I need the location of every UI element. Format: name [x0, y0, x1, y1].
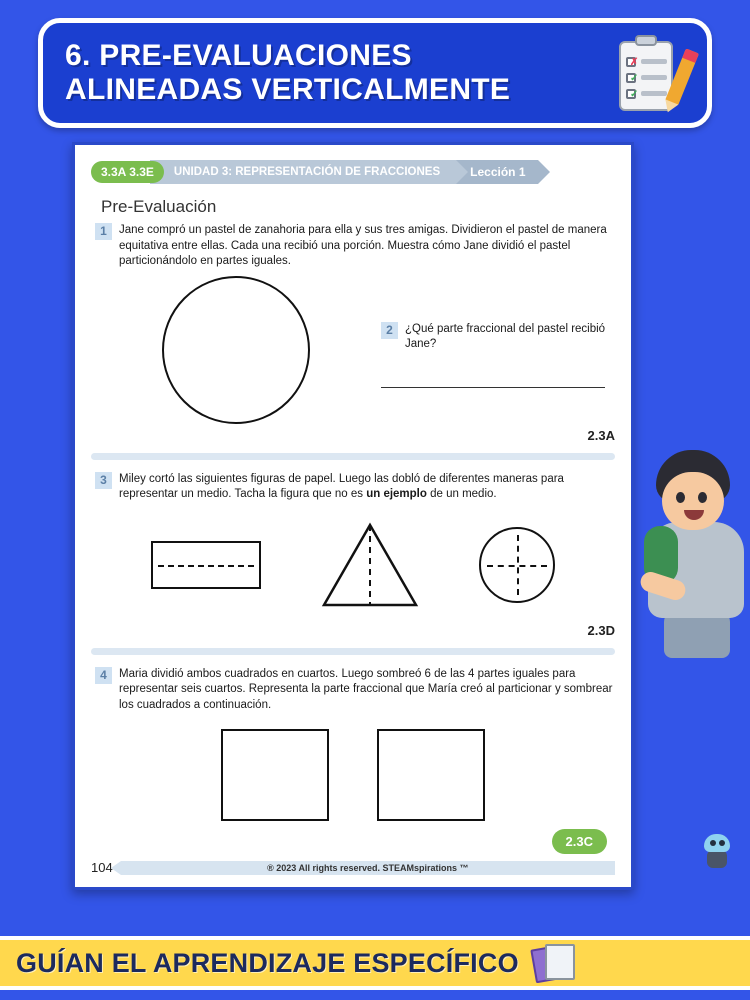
teks-label-3: 2.3C [552, 829, 607, 854]
top-banner-title-line1: 6. PRE-EVALUACIONES [65, 39, 412, 73]
teks-label-2: 2.3D [587, 622, 615, 638]
section-divider [91, 648, 615, 655]
question-text [119, 472, 615, 503]
square-shape-left [221, 729, 329, 821]
question-1 [95, 223, 615, 270]
top-banner-title [65, 39, 609, 106]
copyright-text: ® 2023 All rights reserved. STEAMspirations ™ [267, 862, 469, 873]
question-text-before: Miley cortó las siguientes figuras de papel. Luego las dobló de diferentes maneras para representar un medio. Tacha la figura que no es [119, 472, 564, 501]
question-number: 3 [95, 472, 112, 489]
footer-ribbon [121, 861, 615, 875]
page-footer [91, 860, 615, 875]
question-number: 4 [95, 667, 112, 684]
section-divider [91, 453, 615, 460]
breadcrumb [91, 159, 615, 185]
circle-quarters-shape [479, 527, 555, 603]
top-banner-title-line2: ALINEADAS VERTICALMENTE [65, 73, 511, 106]
teks-label-1: 2.3A [587, 427, 615, 443]
triangle-shape [320, 521, 420, 609]
clipboard-icon: ✗ ✓ ✓ [615, 33, 685, 113]
breadcrumb-lesson: Lección 1 [450, 160, 537, 184]
student-mascot-icon [640, 450, 750, 660]
circle-shape [162, 276, 310, 424]
book-pencil-icon [529, 941, 585, 985]
question-number: 2 [381, 322, 398, 339]
answer-line[interactable] [381, 387, 605, 388]
question-text: ¿Qué parte fraccional del pastel recibió Jane? [405, 322, 606, 351]
page-title: Pre-Evaluación [101, 197, 217, 216]
top-banner [38, 18, 712, 128]
breadcrumb-unit: UNIDAD 3: REPRESENTACIÓN DE FRACCIONES [150, 160, 456, 184]
page-number: 104 [91, 860, 113, 876]
question-4 [95, 667, 615, 714]
question-text: Maria dividió ambos cuadrados en cuartos. Luego sombreó 6 de las 4 partes iguales para representar seis cuartos. Representa la parte fraccional que María creó al particionar y sombrear los cuadrados a continuación. [119, 667, 613, 711]
question-3 [95, 472, 615, 503]
question-text-bold: un ejemplo [366, 488, 427, 501]
rectangle-shape [151, 541, 261, 589]
worksheet-page [72, 142, 634, 890]
breadcrumb-teks: 3.3A 3.3E [91, 161, 164, 183]
question-text: Jane compró un pastel de zanahoria para ella y sus tres amigas. Dividieron el pastel de manera equitativa entre ellas. Cada una recibió una porción. Muestra cómo Jane dividió el pastel particionándolo en partes iguales. [119, 224, 607, 268]
square-shape-right [377, 729, 485, 821]
robot-mascot-icon [700, 834, 734, 874]
bottom-banner [0, 936, 750, 990]
question-number: 1 [95, 223, 112, 240]
bottom-banner-text: GUÍAN EL APRENDIZAJE ESPECÍFICO [16, 947, 519, 978]
question-2 [381, 322, 615, 353]
question-text-after: de un medio. [426, 488, 497, 501]
